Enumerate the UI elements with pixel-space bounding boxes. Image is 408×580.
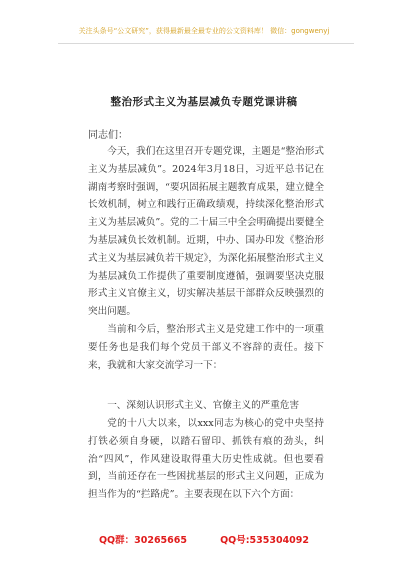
paragraph: 党的十八大以来，以xxx同志为核心的党中央坚持打铁必须自身硬，以踏石留印、抓铁有痕的劲头，纠治“四风”，作风建设取得重大历史性成就。但也要看到，当前还存在一些困扰基层的形式主义问题，正成为担当作为的“拦路虎”。主要表现在以下六个方面： bbox=[88, 418, 324, 501]
salutation: 同志们： bbox=[88, 130, 128, 141]
top-banner: 关注头条号“公文研究”，获得最新最全最专业的公文资料库！ 微信：gongwenyj bbox=[78, 27, 330, 35]
document-title: 整治形式主义为基层减负专题党课讲稿 bbox=[110, 96, 298, 108]
paragraph: 今天，我们在这里召开专题党课，主题是“整治形式主义为基层减负”。2024年3月18日，习近平总书记在湖南考察时强调，“要巩固拓展主题教育成果，建立健全长效机制，树立和践行正确政绩观，持续深化整治形式主义为基层减负”。党的二十届三中全会明确提出要健全为基层减负长效机制。近期，中办、国办印发《整治形式主义为基层减负若干规定》，为深化拓展整治形式主义为基层减负工作提供了重要制度遵循，强调要坚决克服形式主义官僚主义，切实解决基层干部群众反映强烈的突出问题。 bbox=[88, 146, 324, 318]
paragraph: 当前和今后，整治形式主义是党建工作中的一项重要任务也是我们每个党员干部义不容辞的责任。接下来，我就和大家交流学习一下： bbox=[88, 323, 324, 371]
header-divider bbox=[58, 43, 354, 44]
footer-contact: QQ群：30265665 QQ号:535304092 bbox=[98, 535, 310, 546]
section-heading: 一、深刻认识形式主义、官僚主义的严重危害 bbox=[107, 400, 300, 411]
document-body bbox=[88, 143, 324, 374]
section-body bbox=[88, 415, 324, 504]
